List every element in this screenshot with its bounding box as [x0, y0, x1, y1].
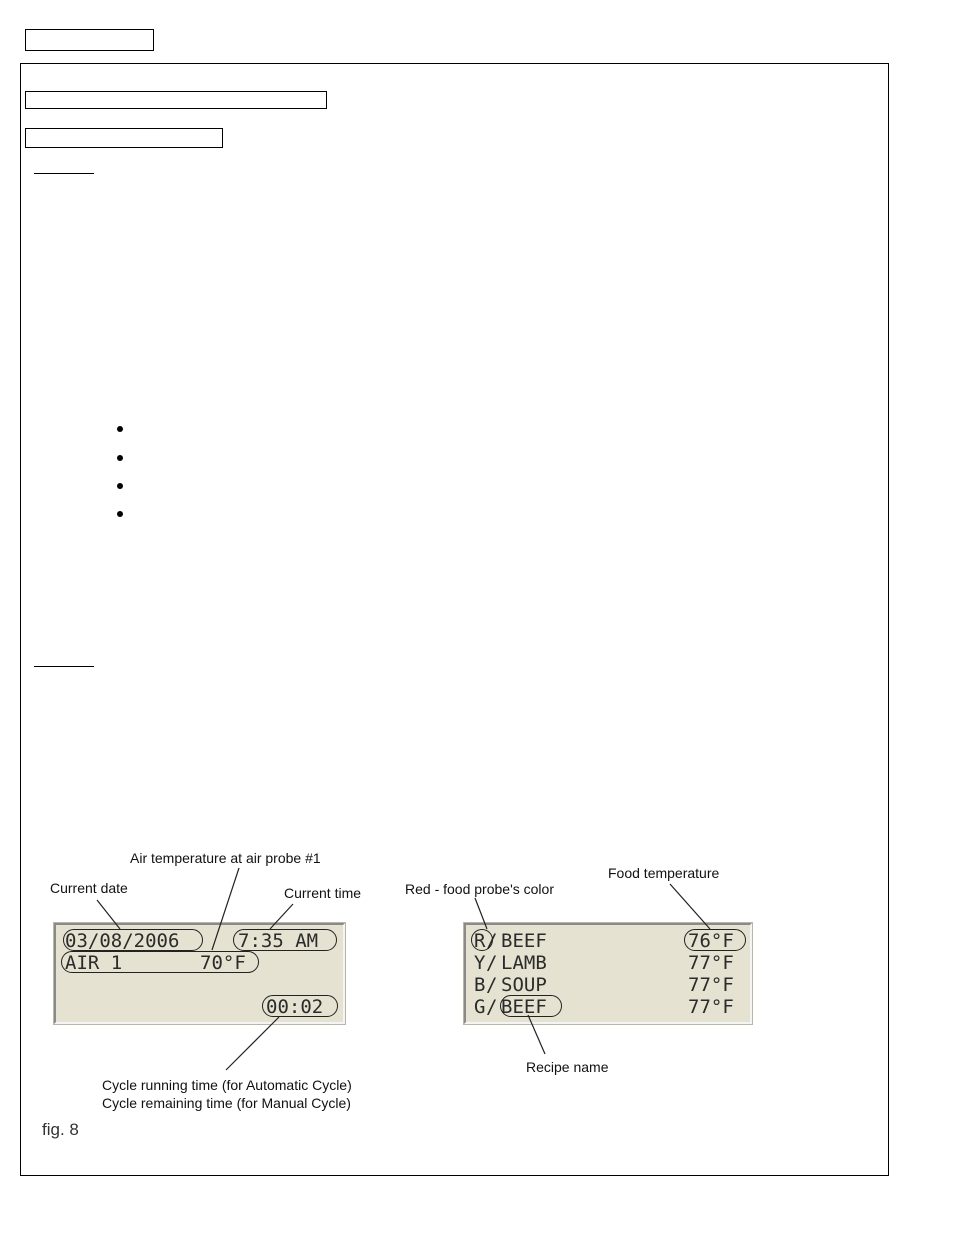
food-temp: 76°F	[688, 930, 734, 952]
food-temp: 77°F	[688, 996, 734, 1018]
display-date: 03/08/2006	[65, 930, 180, 952]
food-temp: 77°F	[688, 952, 734, 974]
probe-separator: /	[486, 930, 498, 952]
recipe-name: BEEF	[501, 996, 547, 1018]
annotation-cycle-line2: Cycle remaining time (for Manual Cycle)	[102, 1095, 351, 1111]
display-time: 7:35 AM	[238, 930, 319, 952]
annotation-current-date: Current date	[50, 880, 128, 896]
display-air-temp: 70°F	[200, 952, 246, 974]
recipe-name: SOUP	[501, 974, 547, 996]
annotation-food-temp: Food temperature	[608, 865, 720, 881]
probe-separator: /	[486, 952, 498, 974]
probe-color: B	[474, 974, 486, 996]
food-temp: 77°F	[688, 974, 734, 996]
display-air-label: AIR 1	[65, 952, 123, 974]
probe-color: Y	[474, 952, 486, 974]
probe-color: G	[474, 996, 486, 1018]
figure-label: fig. 8	[42, 1120, 79, 1139]
annotation-probe-color: Red - food probe's color	[405, 881, 554, 897]
annotation-recipe-name: Recipe name	[526, 1059, 609, 1075]
probe-separator: /	[486, 996, 498, 1018]
probe-separator: /	[486, 974, 498, 996]
display-cycle-time: 00:02	[266, 996, 324, 1018]
probe-color: R	[474, 930, 486, 952]
annotation-cycle-line1: Cycle running time (for Automatic Cycle)	[102, 1077, 352, 1093]
annotation-current-time: Current time	[284, 885, 362, 901]
recipe-name: LAMB	[501, 952, 547, 974]
recipe-name: BEEF	[501, 930, 547, 952]
annotation-air-temp: Air temperature at air probe #1	[130, 850, 321, 866]
